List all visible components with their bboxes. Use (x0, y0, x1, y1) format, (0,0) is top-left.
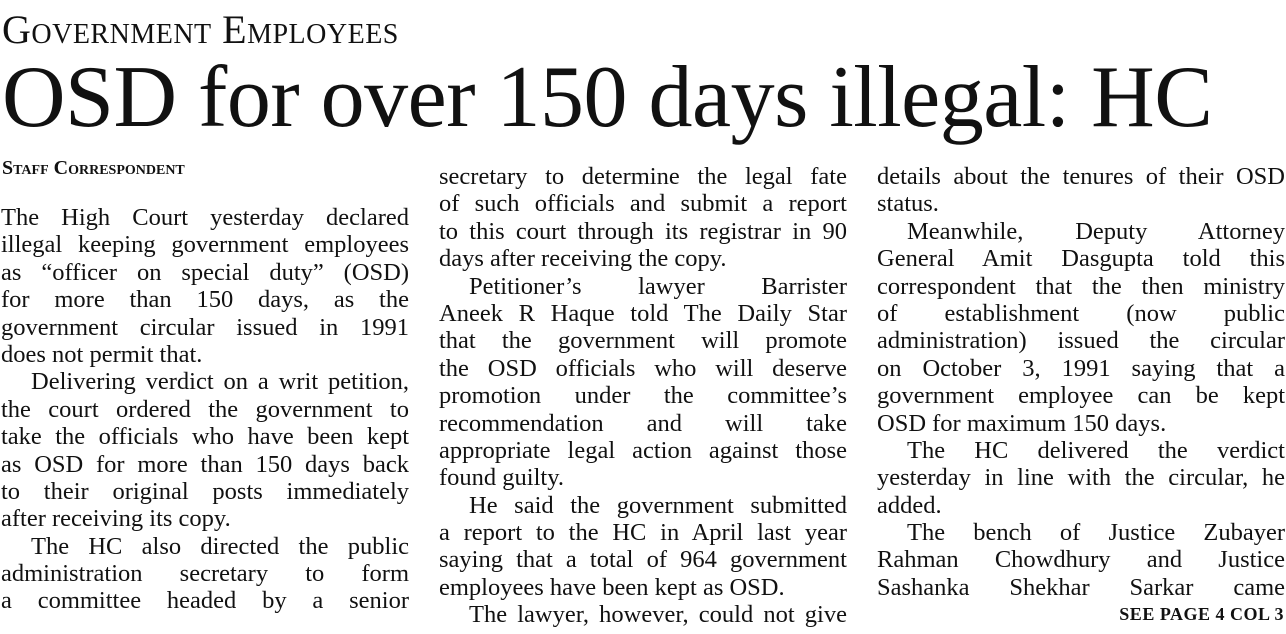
text-line: after receiving its copy. (1, 505, 231, 533)
text-line: Aneek R Haque told The Daily Star (439, 299, 847, 327)
text-line: days after receiving the copy. (439, 245, 727, 273)
text-line: correspondent that the then ministry (877, 272, 1285, 300)
text-line: found guilty. (439, 464, 564, 492)
headline: OSD for over 150 days illegal: HC (2, 49, 1213, 146)
text-line: for more than 150 days, as the (1, 286, 409, 314)
text-line: government employee can be kept (877, 382, 1285, 410)
text-line: He said the government submitted (469, 491, 847, 519)
text-line: the court ordered the government to (1, 395, 409, 423)
text-line: yesterday in line with the circular, he (877, 464, 1285, 492)
continuation-note: SEE PAGE 4 COL 3 (1119, 604, 1284, 624)
text-line: The HC also directed the public (31, 532, 409, 560)
text-line: added. (877, 491, 942, 519)
text-line: administration) issued the circular (877, 327, 1285, 355)
text-line: Sashanka Shekhar Sarkar came (877, 573, 1285, 601)
text-line: Meanwhile, Deputy Attorney (907, 217, 1285, 245)
article-column-1 (1, 204, 409, 615)
text-line: saying that a total of 964 government (439, 546, 847, 574)
text-line: Delivering verdict on a writ petition, (31, 368, 409, 396)
text-line: The bench of Justice Zubayer (907, 519, 1285, 547)
text-line: The HC delivered the verdict (907, 436, 1285, 464)
text-line: of establishment (now public (877, 299, 1285, 327)
text-line: employees have been kept as OSD. (439, 573, 785, 601)
text-line: of such officials and submit a report (439, 190, 847, 218)
text-line: recommendation and will take (439, 409, 847, 437)
text-line: Rahman Chowdhury and Justice (877, 546, 1285, 574)
byline: Staff Correspondent (2, 157, 185, 179)
text-line: administration secretary to form (1, 560, 409, 588)
text-line: take the officials who have been kept (1, 423, 409, 451)
text-line: General Amit Dasgupta told this (877, 245, 1285, 273)
text-line: OSD for maximum 150 days. (877, 409, 1167, 437)
text-line: promotion under the committee’s (439, 382, 847, 410)
section-kicker: Government Employees (2, 7, 399, 52)
text-line: does not permit that. (1, 340, 203, 368)
text-line: The lawyer, however, could not give (469, 601, 847, 629)
article-column-3 (877, 163, 1285, 601)
text-line: status. (877, 190, 939, 218)
text-line: Petitioner’s lawyer Barrister (469, 272, 847, 300)
text-line: details about the tenures of their OSD (877, 163, 1285, 190)
text-line: a committee headed by a senior (1, 587, 409, 615)
text-line: to this court through its registrar in 90 (439, 217, 847, 245)
text-line: a report to the HC in April last year (439, 519, 847, 547)
text-line: as “officer on special duty” (OSD) (1, 258, 409, 286)
text-line: to their original posts immediately (1, 477, 409, 505)
text-line: on October 3, 1991 saying that a (877, 354, 1285, 382)
text-line: as OSD for more than 150 days back (1, 450, 409, 478)
article-column-2 (439, 163, 847, 629)
text-line: appropriate legal action against those (439, 436, 847, 464)
text-line: the OSD officials who will deserve (439, 354, 847, 382)
text-line: The High Court yesterday declared (1, 204, 409, 231)
text-line: secretary to determine the legal fate (439, 163, 847, 190)
text-line: government circular issued in 1991 (1, 313, 409, 341)
text-line: illegal keeping government employees (1, 231, 409, 259)
text-line: that the government will promote (439, 327, 847, 355)
